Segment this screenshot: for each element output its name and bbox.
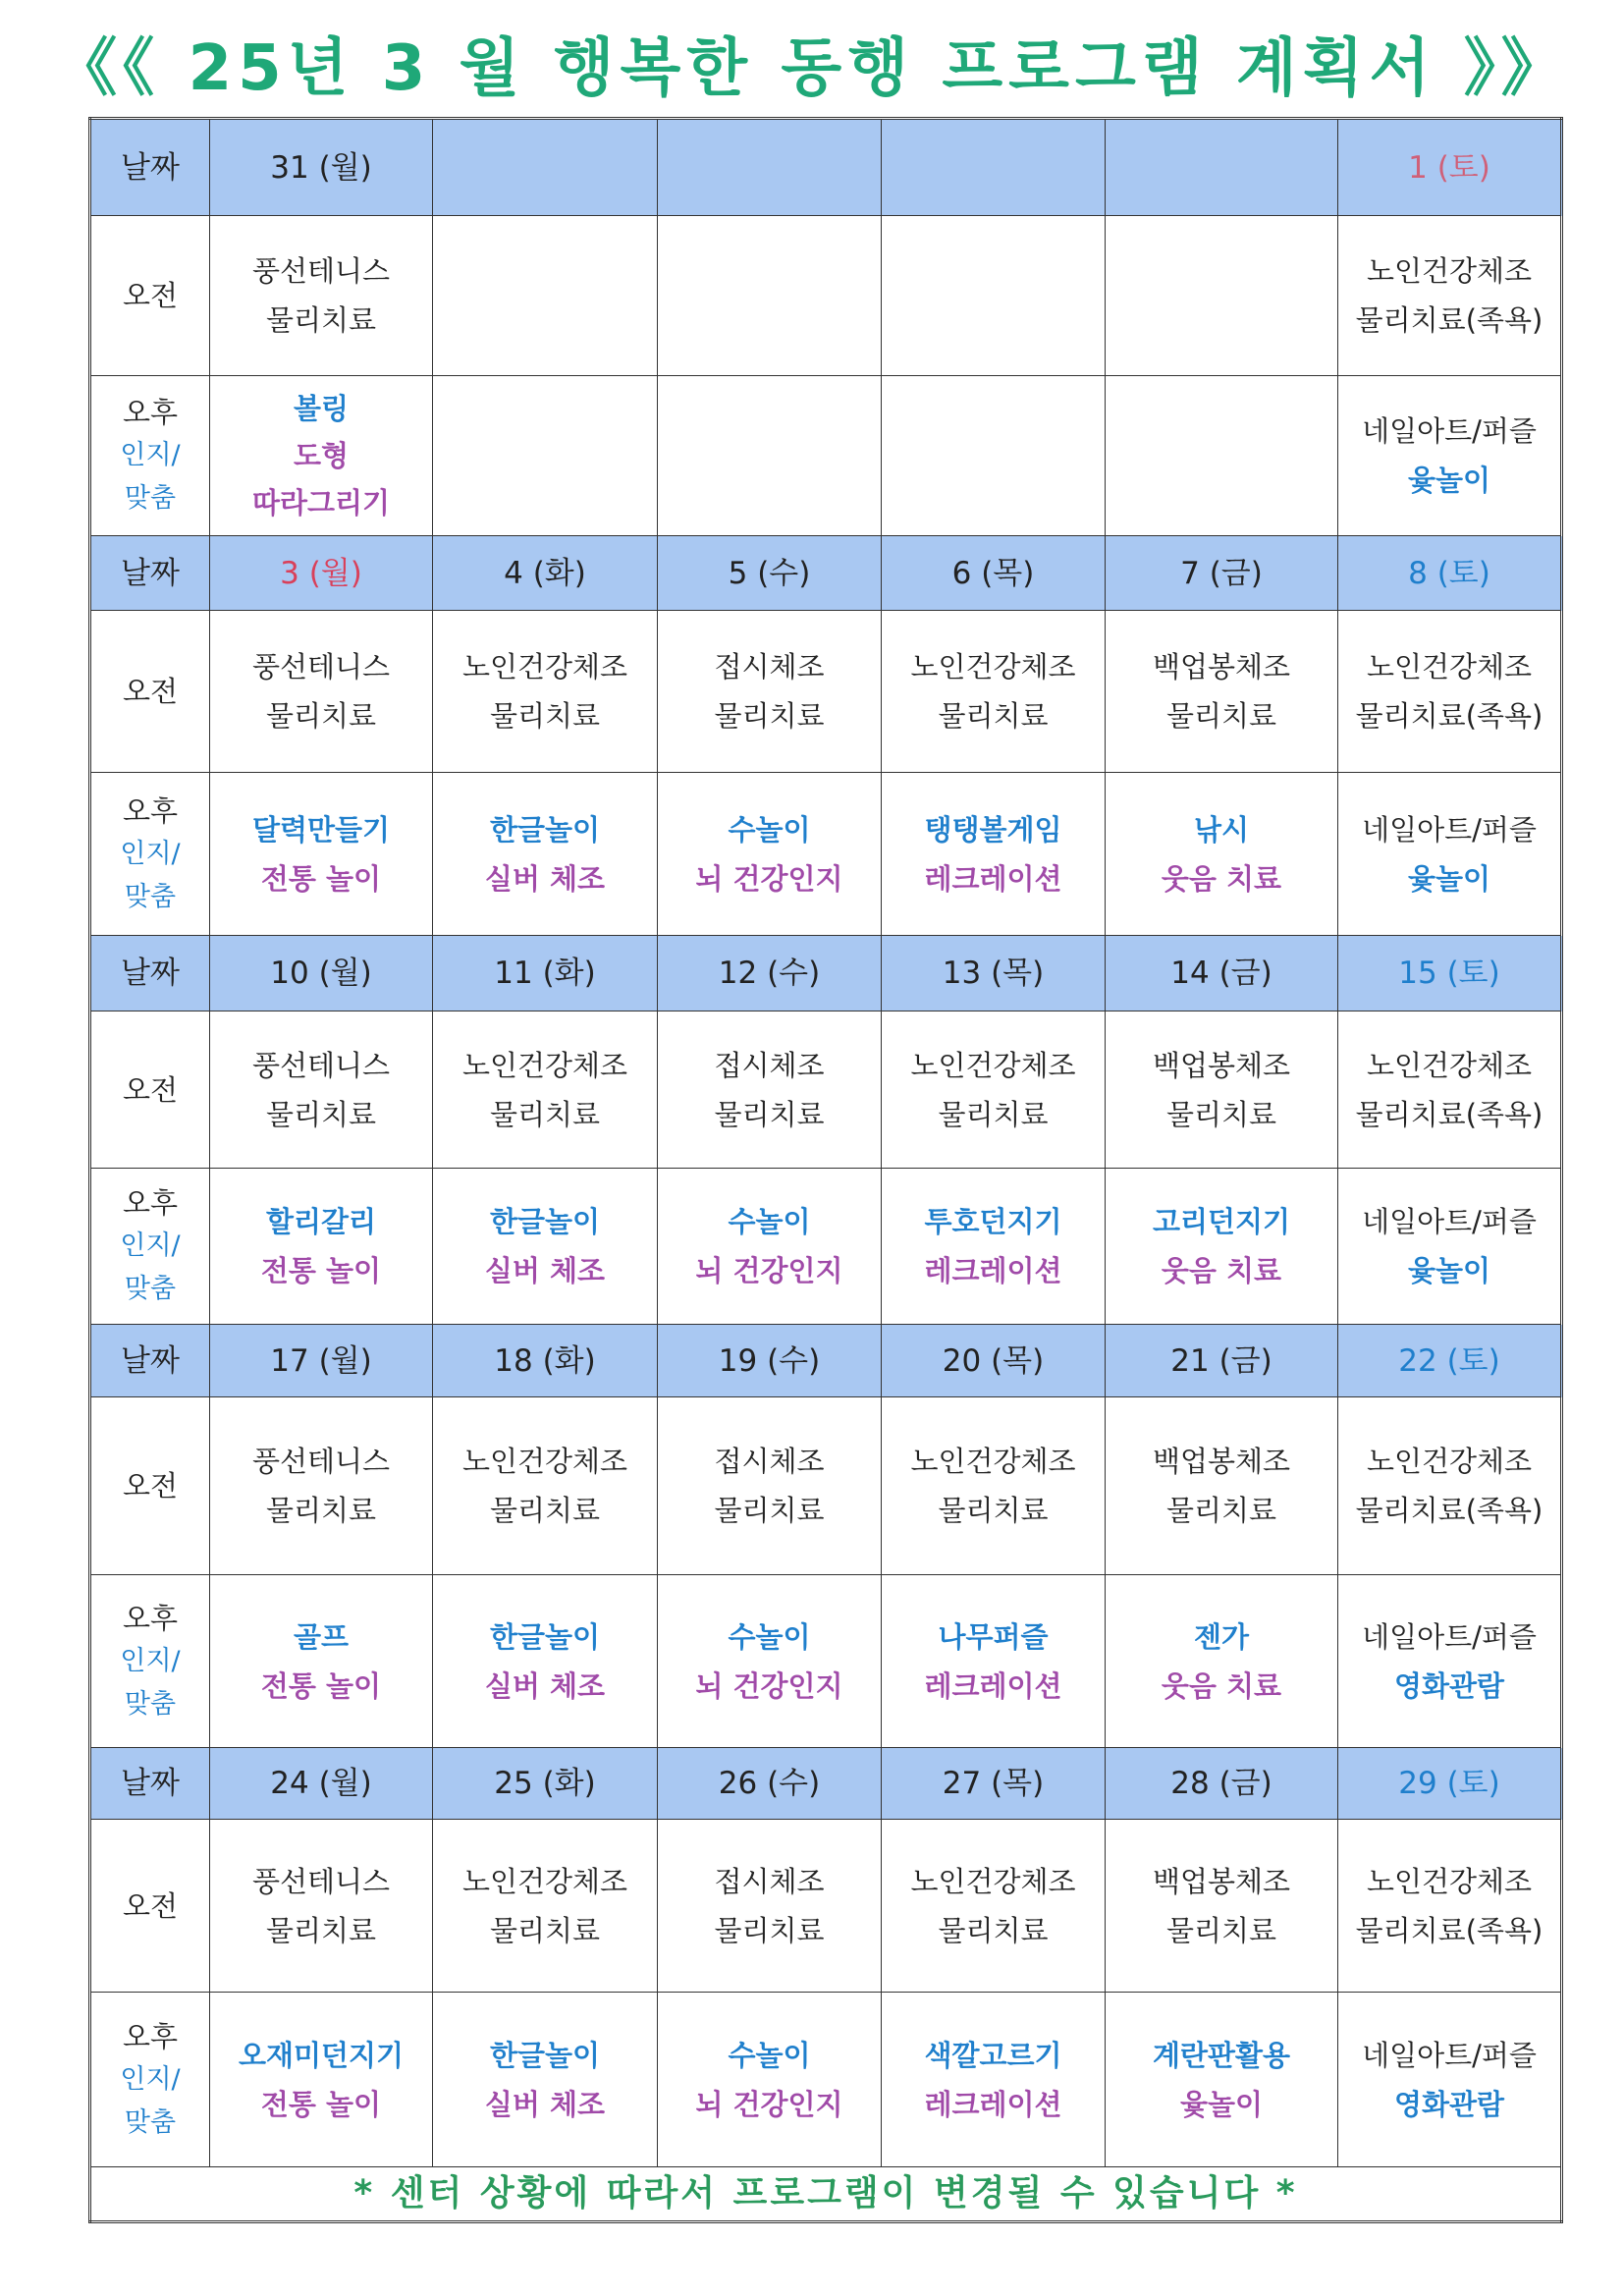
am-row <box>90 1011 1562 1169</box>
row-label-am: 오전 <box>90 1820 210 1993</box>
pm-program-cell <box>658 773 882 936</box>
am-program-cell <box>433 1397 658 1575</box>
pm-program-cell <box>658 1575 882 1748</box>
date-cell: 20 (목) <box>882 1325 1106 1397</box>
pm-program-cell <box>1106 1575 1338 1748</box>
am-program-cell <box>882 611 1106 773</box>
program-line: 레크레이션 <box>924 861 1062 896</box>
program-line: 탱탱볼게임 <box>924 812 1062 847</box>
program-line: 낚시 <box>1193 812 1250 847</box>
am-program-cell <box>658 1397 882 1575</box>
row-label-pm-line: 인지/ <box>120 440 181 470</box>
pm-row <box>90 773 1562 936</box>
date-cell: 19 (수) <box>658 1325 882 1397</box>
am-program-cell <box>433 611 658 773</box>
date-row <box>90 1325 1562 1397</box>
am-program-cell <box>1338 216 1562 376</box>
date-cell: 1 (토) <box>1338 119 1562 216</box>
date-cell: 5 (수) <box>658 536 882 611</box>
program-line: 물리치료 <box>265 1913 377 1947</box>
program-line: 젠가 <box>1193 1619 1250 1654</box>
program-line: 풍선테니스 <box>251 1048 391 1082</box>
program-line: 물리치료 <box>489 1494 601 1527</box>
program-line: 전통 놀이 <box>260 1254 382 1287</box>
program-line: 실버 체조 <box>484 1668 606 1703</box>
program-line: 물리치료 <box>714 1913 825 1947</box>
pm-program-cell <box>882 773 1106 936</box>
program-line: 물리치료 <box>1165 699 1277 733</box>
program-line: 웃음 치료 <box>1161 1254 1282 1287</box>
program-line: 도형 <box>293 439 350 472</box>
am-program-cell <box>1106 1011 1338 1169</box>
am-program-cell <box>1106 216 1338 376</box>
row-label-date: 날짜 <box>90 1748 210 1820</box>
program-line: 물리치료 <box>938 699 1049 733</box>
date-cell: 21 (금) <box>1106 1325 1338 1397</box>
program-line: 백업봉체조 <box>1152 1445 1291 1478</box>
program-line: 물리치료 <box>938 1494 1049 1527</box>
date-row <box>90 936 1562 1011</box>
am-row <box>90 1397 1562 1575</box>
program-line: 노인건강체조 <box>910 1048 1076 1082</box>
program-line: 노인건강체조 <box>910 650 1076 683</box>
pm-program-cell <box>1338 1169 1562 1325</box>
am-program-cell <box>1338 1397 1562 1575</box>
row-label-am: 오전 <box>90 1011 210 1169</box>
footer-row <box>90 2167 1562 2222</box>
pm-program-cell <box>210 1169 433 1325</box>
row-label-pm <box>90 1993 210 2167</box>
pm-program-cell <box>433 376 658 536</box>
program-line: 할리갈리 <box>265 1205 377 1238</box>
program-line: 네일아트/퍼즐 <box>1362 1619 1537 1654</box>
pm-row <box>90 376 1562 536</box>
program-line: 계란판활용 <box>1152 2038 1291 2072</box>
row-label-date: 날짜 <box>90 936 210 1011</box>
am-program-cell <box>210 1397 433 1575</box>
date-cell: 27 (목) <box>882 1748 1106 1820</box>
date-cell: 24 (월) <box>210 1748 433 1820</box>
row-label-pm-line: 오후 <box>122 1601 179 1635</box>
row-label-pm-line: 오후 <box>122 2019 179 2053</box>
pm-program-cell <box>658 1169 882 1325</box>
program-line: 노인건강체조 <box>1366 254 1533 288</box>
program-line: 접시체조 <box>714 1445 825 1478</box>
program-line: 달력만들기 <box>251 812 391 847</box>
pm-program-cell <box>1106 773 1338 936</box>
row-label-pm-line: 맞춤 <box>124 483 177 514</box>
program-line: 물리치료 <box>714 1097 825 1131</box>
program-line: 따라그리기 <box>251 486 391 519</box>
pm-program-cell <box>882 1575 1106 1748</box>
program-line: 물리치료(족욕) <box>1355 1097 1543 1131</box>
date-cell: 31 (월) <box>210 119 433 216</box>
program-line: 한글놀이 <box>489 1205 601 1238</box>
pm-program-cell <box>433 773 658 936</box>
program-line: 윷놀이 <box>1407 1254 1491 1287</box>
am-program-cell <box>658 1011 882 1169</box>
program-line: 접시체조 <box>714 1864 825 1898</box>
pm-program-cell <box>210 1993 433 2167</box>
pm-row <box>90 1169 1562 1325</box>
program-line: 물리치료 <box>938 1097 1049 1131</box>
program-line: 물리치료 <box>489 1913 601 1947</box>
program-line: 물리치료 <box>489 699 601 733</box>
program-line: 실버 체조 <box>484 2087 606 2121</box>
program-line: 색깔고르기 <box>924 2038 1062 2072</box>
program-line: 뇌 건강인지 <box>695 2087 843 2121</box>
program-line: 골프 <box>293 1619 350 1654</box>
row-label-date: 날짜 <box>90 536 210 611</box>
pm-program-cell <box>882 1993 1106 2167</box>
program-line: 접시체조 <box>714 650 825 683</box>
program-line: 물리치료(족욕) <box>1355 699 1543 733</box>
row-label-am: 오전 <box>90 1397 210 1575</box>
am-program-cell <box>658 611 882 773</box>
row-label-pm-line: 인지/ <box>120 1645 181 1676</box>
date-cell: 18 (화) <box>433 1325 658 1397</box>
am-program-cell <box>882 1397 1106 1575</box>
program-line: 윷놀이 <box>1407 464 1491 497</box>
am-program-cell <box>1106 1397 1338 1575</box>
program-line: 풍선테니스 <box>251 650 391 683</box>
row-label-pm-line: 인지/ <box>120 2063 181 2095</box>
program-line: 윷놀이 <box>1407 861 1491 896</box>
row-label-am: 오전 <box>90 611 210 773</box>
date-cell: 29 (토) <box>1338 1748 1562 1820</box>
date-cell: 8 (토) <box>1338 536 1562 611</box>
pm-program-cell <box>882 376 1106 536</box>
am-program-cell <box>1106 611 1338 773</box>
row-label-pm <box>90 773 210 936</box>
program-line: 수놀이 <box>728 1619 811 1654</box>
row-label-date: 날짜 <box>90 1325 210 1397</box>
program-line: 노인건강체조 <box>1366 650 1533 683</box>
date-cell: 28 (금) <box>1106 1748 1338 1820</box>
date-cell: 17 (월) <box>210 1325 433 1397</box>
row-label-pm-line: 맞춤 <box>124 881 177 912</box>
row-label-pm <box>90 1575 210 1748</box>
am-row <box>90 611 1562 773</box>
row-label-pm-line: 맞춤 <box>124 2106 177 2138</box>
date-cell: 4 (화) <box>433 536 658 611</box>
program-line: 풍선테니스 <box>251 254 391 288</box>
program-line: 수놀이 <box>728 1205 811 1238</box>
program-line: 레크레이션 <box>924 2087 1062 2121</box>
program-line: 웃음 치료 <box>1161 861 1282 896</box>
row-label-am: 오전 <box>90 216 210 376</box>
program-line: 네일아트/퍼즐 <box>1362 2038 1537 2072</box>
row-label-pm-line: 인지/ <box>120 838 181 869</box>
program-line: 노인건강체조 <box>461 1445 628 1478</box>
program-line: 물리치료 <box>1165 1097 1277 1131</box>
date-row <box>90 119 1562 216</box>
am-program-cell <box>658 216 882 376</box>
pm-program-cell <box>658 1993 882 2167</box>
program-line: 노인건강체조 <box>461 1864 628 1898</box>
footer-note: * 센터 상황에 따라서 프로그램이 변경될 수 있습니다 * <box>90 2167 1562 2222</box>
date-cell: 3 (월) <box>210 536 433 611</box>
pm-program-cell <box>210 1575 433 1748</box>
program-line: 수놀이 <box>728 2038 811 2072</box>
pm-program-cell <box>1106 1993 1338 2167</box>
am-program-cell <box>210 611 433 773</box>
date-cell <box>433 119 658 216</box>
date-row <box>90 1748 1562 1820</box>
program-line: 네일아트/퍼즐 <box>1362 414 1537 448</box>
program-line: 백업봉체조 <box>1152 1864 1291 1898</box>
row-label-pm <box>90 1169 210 1325</box>
pm-program-cell <box>882 1169 1106 1325</box>
program-line: 실버 체조 <box>484 1254 606 1287</box>
pm-program-cell <box>433 1993 658 2167</box>
date-cell: 14 (금) <box>1106 936 1338 1011</box>
program-line: 실버 체조 <box>484 861 606 896</box>
row-label-pm-line: 오후 <box>122 793 179 828</box>
program-line: 수놀이 <box>728 812 811 847</box>
program-line: 노인건강체조 <box>910 1864 1076 1898</box>
am-row <box>90 1820 1562 1993</box>
am-program-cell <box>882 216 1106 376</box>
program-line: 물리치료 <box>1165 1494 1277 1527</box>
am-program-cell <box>882 1011 1106 1169</box>
program-line: 전통 놀이 <box>260 1668 382 1703</box>
pm-program-cell <box>1106 1169 1338 1325</box>
pm-program-cell <box>210 376 433 536</box>
program-line: 볼링 <box>293 392 350 425</box>
program-line: 네일아트/퍼즐 <box>1362 1205 1537 1238</box>
program-line: 레크레이션 <box>924 1668 1062 1703</box>
program-line: 고리던지기 <box>1152 1205 1291 1238</box>
program-line: 한글놀이 <box>489 812 601 847</box>
program-line: 웃음 치료 <box>1161 1668 1282 1703</box>
program-line: 물리치료 <box>265 303 377 337</box>
program-line: 전통 놀이 <box>260 2087 382 2121</box>
program-line: 물리치료 <box>714 699 825 733</box>
date-cell: 6 (목) <box>882 536 1106 611</box>
program-line: 물리치료(족욕) <box>1355 1494 1543 1527</box>
program-line: 나무퍼즐 <box>938 1619 1049 1654</box>
program-line: 풍선테니스 <box>251 1864 391 1898</box>
am-program-cell <box>1338 1820 1562 1993</box>
am-program-cell <box>210 216 433 376</box>
program-line: 뇌 건강인지 <box>695 1254 843 1287</box>
program-line: 풍선테니스 <box>251 1445 391 1478</box>
am-program-cell <box>433 1011 658 1169</box>
date-cell: 25 (화) <box>433 1748 658 1820</box>
program-line: 영화관람 <box>1393 1668 1505 1703</box>
am-program-cell <box>882 1820 1106 1993</box>
am-program-cell <box>1106 1820 1338 1993</box>
program-line: 한글놀이 <box>489 1619 601 1654</box>
date-cell: 13 (목) <box>882 936 1106 1011</box>
pm-program-cell <box>658 376 882 536</box>
date-cell: 10 (월) <box>210 936 433 1011</box>
program-line: 전통 놀이 <box>260 861 382 896</box>
program-line: 물리치료 <box>938 1913 1049 1947</box>
pm-program-cell <box>1338 376 1562 536</box>
am-program-cell <box>210 1011 433 1169</box>
program-line: 윷놀이 <box>1179 2087 1264 2121</box>
pm-program-cell <box>433 1575 658 1748</box>
program-line: 뇌 건강인지 <box>695 1668 843 1703</box>
pm-program-cell <box>210 773 433 936</box>
row-label-pm-line: 인지/ <box>120 1230 181 1261</box>
date-cell: 7 (금) <box>1106 536 1338 611</box>
program-line: 노인건강체조 <box>1366 1445 1533 1478</box>
program-line: 백업봉체조 <box>1152 1048 1291 1082</box>
row-label-date: 날짜 <box>90 119 210 216</box>
am-row <box>90 216 1562 376</box>
row-label-pm <box>90 376 210 536</box>
row-label-pm-line: 맞춤 <box>124 1274 177 1304</box>
date-cell: 22 (토) <box>1338 1325 1562 1397</box>
pm-program-cell <box>433 1169 658 1325</box>
program-line: 물리치료 <box>265 1097 377 1131</box>
date-cell: 15 (토) <box>1338 936 1562 1011</box>
program-line: 네일아트/퍼즐 <box>1362 812 1537 847</box>
schedule-table <box>88 117 1563 2223</box>
pm-row <box>90 1993 1562 2167</box>
am-program-cell <box>658 1820 882 1993</box>
program-line: 물리치료(족욕) <box>1355 303 1543 337</box>
page-title: 《《 25년 3 월 행복한 동행 프로그램 계획서 》》 <box>54 32 1570 105</box>
program-line: 노인건강체조 <box>461 1048 628 1082</box>
program-line: 레크레이션 <box>924 1254 1062 1287</box>
pm-program-cell <box>1338 1575 1562 1748</box>
am-program-cell <box>210 1820 433 1993</box>
row-label-pm-line: 맞춤 <box>124 1688 177 1720</box>
program-line: 노인건강체조 <box>1366 1048 1533 1082</box>
am-program-cell <box>1338 611 1562 773</box>
row-label-pm-line: 오후 <box>122 396 179 429</box>
pm-row <box>90 1575 1562 1748</box>
program-line: 뇌 건강인지 <box>695 861 843 896</box>
program-line: 물리치료 <box>489 1097 601 1131</box>
pm-program-cell <box>1338 773 1562 936</box>
program-line: 물리치료 <box>714 1494 825 1527</box>
date-cell: 11 (화) <box>433 936 658 1011</box>
program-line: 물리치료(족욕) <box>1355 1913 1543 1947</box>
program-line: 노인건강체조 <box>1366 1864 1533 1898</box>
program-line: 한글놀이 <box>489 2038 601 2072</box>
date-row <box>90 536 1562 611</box>
am-program-cell <box>433 216 658 376</box>
program-line: 투호던지기 <box>924 1205 1062 1238</box>
program-line: 접시체조 <box>714 1048 825 1082</box>
program-line: 노인건강체조 <box>910 1445 1076 1478</box>
program-line: 물리치료 <box>1165 1913 1277 1947</box>
pm-program-cell <box>1106 376 1338 536</box>
date-cell: 26 (수) <box>658 1748 882 1820</box>
program-line: 영화관람 <box>1393 2087 1505 2121</box>
date-cell <box>1106 119 1338 216</box>
program-line: 백업봉체조 <box>1152 650 1291 683</box>
date-cell <box>882 119 1106 216</box>
am-program-cell <box>1338 1011 1562 1169</box>
pm-program-cell <box>1338 1993 1562 2167</box>
date-cell <box>658 119 882 216</box>
row-label-pm-line: 오후 <box>122 1186 179 1220</box>
program-line: 노인건강체조 <box>461 650 628 683</box>
program-line: 오재미던지기 <box>238 2038 405 2072</box>
date-cell: 12 (수) <box>658 936 882 1011</box>
program-line: 물리치료 <box>265 1494 377 1527</box>
am-program-cell <box>433 1820 658 1993</box>
program-line: 물리치료 <box>265 699 377 733</box>
